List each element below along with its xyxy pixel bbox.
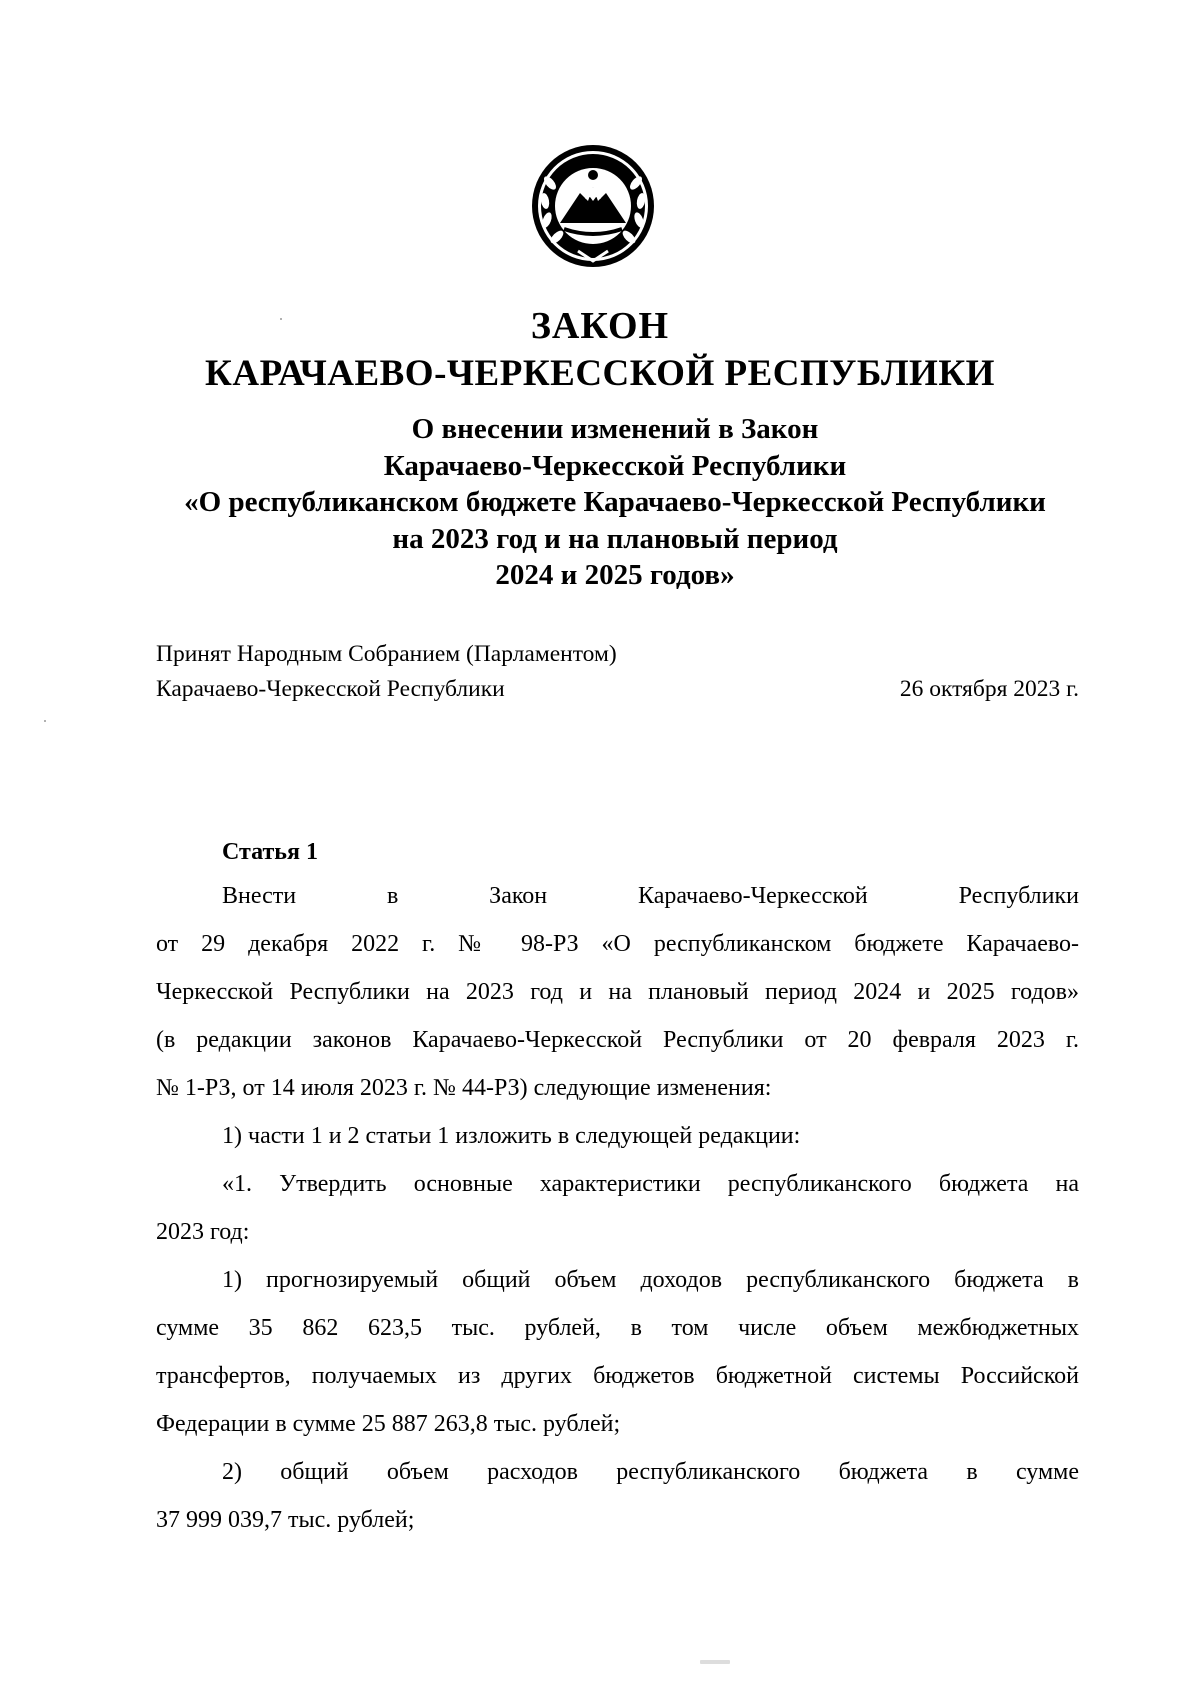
scan-speck	[700, 1660, 730, 1664]
subtitle-line: «О республиканском бюджете Карачаево-Черкесской Республики	[184, 486, 1046, 518]
scan-speck	[280, 318, 282, 320]
paragraph-line: от 29 декабря 2022 г. № 98-РЗ «О республиканском бюджете Карачаево-	[156, 931, 1079, 957]
law-title: ЗАКОН	[530, 305, 670, 347]
article-title: Статья 1	[222, 839, 318, 865]
subitem-line: сумме 35 862 623,5 тыс. рублей, в том числе объем межбюджетных	[156, 1315, 1079, 1341]
amendment-item: 1) части 1 и 2 статьи 1 изложить в следующей редакции:	[222, 1123, 801, 1149]
law-subtitle	[140, 411, 1090, 594]
coat-of-arms-emblem	[530, 143, 656, 269]
subitem-line: 2) общий объем расходов республиканского бюджета в сумме	[222, 1459, 1079, 1485]
subitem-line: трансфертов, получаемых из других бюджетов бюджетной системы Российской	[156, 1363, 1079, 1389]
subtitle-line: на 2023 год и на плановый период	[392, 522, 838, 555]
quote-line: «1. Утвердить основные характеристики республиканского бюджета на	[222, 1171, 1079, 1197]
republic-title: КАРАЧАЕВО-ЧЕРКЕССКОЙ РЕСПУБЛИКИ	[205, 353, 995, 394]
paragraph-line: Внести в Закон Карачаево-Черкесской Республики	[222, 883, 1079, 909]
subtitle-line: О внесении изменений в Закон	[411, 413, 819, 445]
subitem-line: 37 999 039,7 тыс. рублей;	[156, 1507, 415, 1533]
adoption-statement	[156, 637, 617, 707]
subtitle-line: Карачаево-Черкесской Республики	[383, 449, 847, 482]
paragraph-line: Черкесской Республики на 2023 год и на плановый период 2024 и 2025 годов»	[156, 979, 1079, 1005]
adoption-date: 26 октября 2023 г.	[899, 676, 1079, 702]
adoption-line: Карачаево-Черкесской Республики	[156, 676, 505, 702]
quote-line: 2023 год:	[156, 1219, 250, 1245]
subitem-line: Федерации в сумме 25 887 263,8 тыс. рублей;	[156, 1411, 621, 1437]
adoption-line: Принят Народным Собранием (Парламентом)	[156, 641, 617, 667]
scan-speck	[44, 720, 46, 722]
subitem-line: 1) прогнозируемый общий объем доходов республиканского бюджета в	[222, 1267, 1079, 1293]
article-body	[156, 872, 1079, 1544]
subtitle-line: 2024 и 2025 годов»	[495, 559, 735, 591]
paragraph-line: № 1-РЗ, от 14 июля 2023 г. № 44-РЗ) следующие изменения:	[156, 1075, 772, 1101]
paragraph-line: (в редакции законов Карачаево-Черкесской Республики от 20 февраля 2023 г.	[156, 1027, 1079, 1053]
